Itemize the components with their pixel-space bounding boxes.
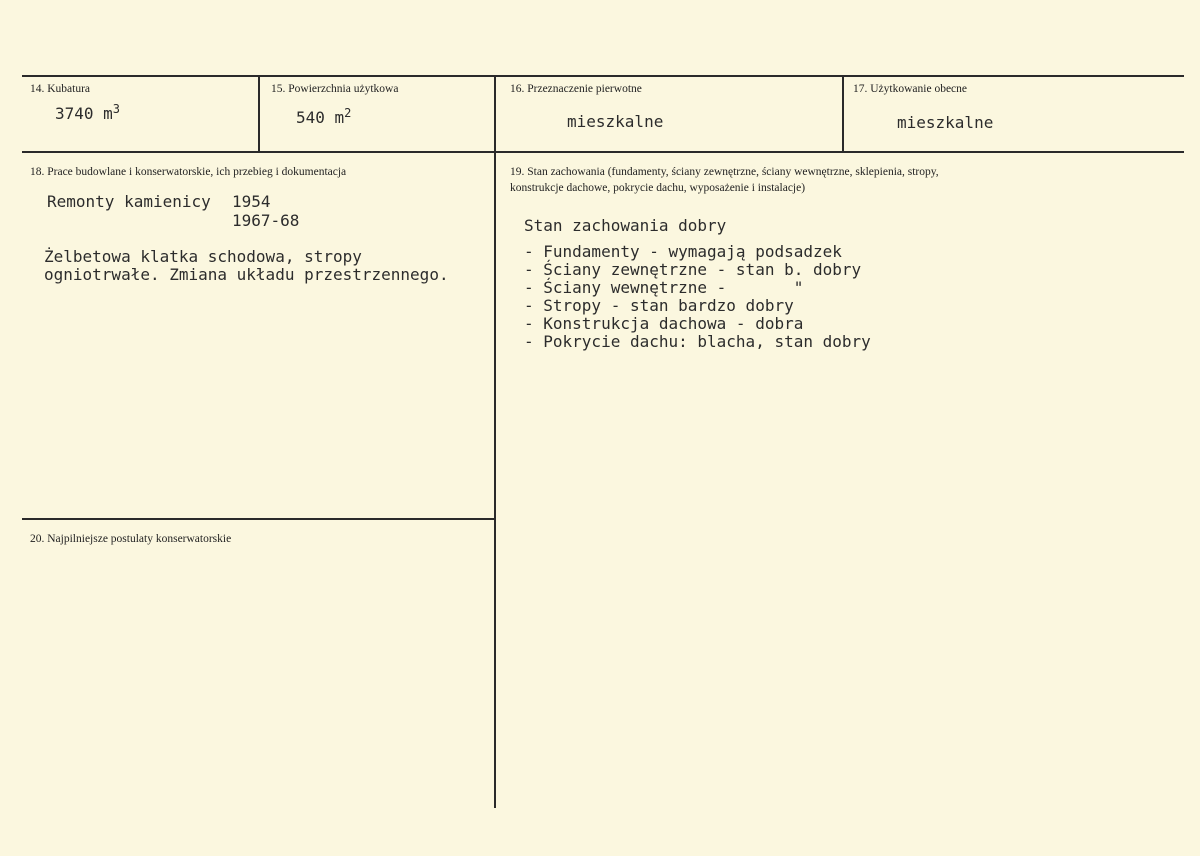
section-18-bottom-rule <box>22 518 494 520</box>
stan-item: - Fundamenty - wymagają podsadzek <box>524 242 842 261</box>
remonty-year-2: 1967-68 <box>232 211 300 230</box>
kubatura-value <box>55 102 121 124</box>
uzytkowanie-value: mieszkalne <box>897 113 994 132</box>
remonty-year-1: 1954 <box>232 192 271 211</box>
powierzchnia-exponent: 2 <box>344 106 352 120</box>
stan-item: - Konstrukcja dachowa - dobra <box>524 314 804 333</box>
powierzchnia-label: 15. Powierzchnia użytkowa <box>271 83 399 95</box>
kubatura-exponent: 3 <box>112 102 121 116</box>
remonty-label: Remonty kamienicy <box>47 192 211 211</box>
stan-item: - Stropy - stan bardzo dobry <box>524 296 794 315</box>
row-divider <box>22 151 1184 153</box>
przeznaczenie-label: 16. Przeznaczenie pierwotne <box>510 83 642 95</box>
stan-item: - Ściany zewnętrzne - stan b. dobry <box>524 260 862 279</box>
postulaty-label: 20. Najpilniejsze postulaty konserwatorskie <box>30 533 232 545</box>
prace-label: 18. Prace budowlane i konserwatorskie, ich przebieg i dokumentacja <box>30 166 347 178</box>
stan-summary: Stan zachowania dobry <box>524 216 727 235</box>
stan-label-line-2: konstrukcje dachowe, pokrycie dachu, wyposażenie i instalacje) <box>510 182 806 194</box>
kubatura-number: 3740 m <box>55 104 113 123</box>
top-rule <box>22 75 1184 77</box>
center-divider <box>494 76 496 808</box>
stan-item: - Ściany wewnętrzne - " <box>524 278 804 297</box>
przeznaczenie-value: mieszkalne <box>567 112 664 131</box>
powierzchnia-number: 540 m <box>296 108 345 127</box>
prace-notes-line-1: Żelbetowa klatka schodowa, stropy <box>44 247 362 266</box>
uzytkowanie-label: 17. Użytkowanie obecne <box>853 83 968 95</box>
powierzchnia-value <box>296 106 352 128</box>
divider-14-15 <box>258 76 260 152</box>
prace-notes-line-2: ogniotrwałe. Zmiana układu przestrzennego. <box>44 265 449 284</box>
divider-16-17 <box>842 76 844 152</box>
stan-item: - Pokrycie dachu: blacha, stan dobry <box>524 332 871 351</box>
stan-label-line-1: 19. Stan zachowania (fundamenty, ściany zewnętrzne, ściany wewnętrzne, sklepienia, stropy, <box>510 166 939 178</box>
kubatura-label: 14. Kubatura <box>30 83 91 95</box>
